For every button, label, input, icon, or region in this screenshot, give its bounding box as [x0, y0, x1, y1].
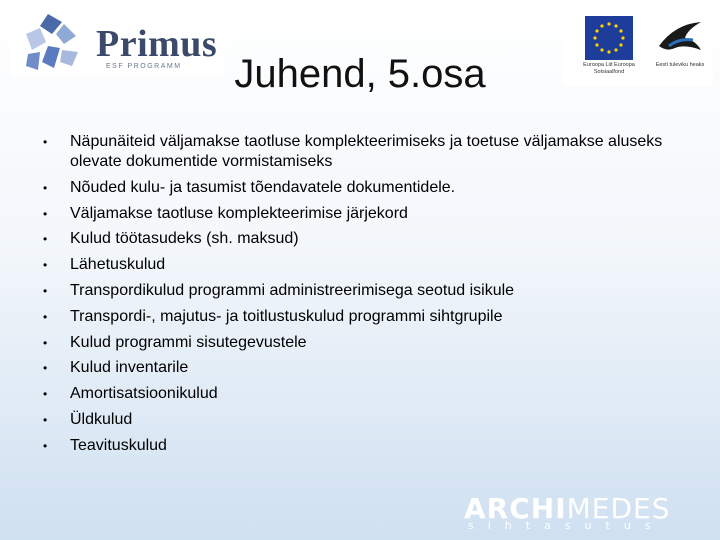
bullet-item	[0, 358, 720, 378]
bullet-dot-icon: •	[43, 283, 48, 298]
bullet-dot-icon: •	[43, 258, 48, 273]
bullet-dot-icon: •	[43, 232, 48, 247]
bullet-item	[0, 229, 720, 249]
bullet-item	[0, 281, 720, 301]
bullet-dot-icon: •	[43, 335, 48, 350]
bullet-item	[0, 255, 720, 275]
bullet-dot-icon: •	[43, 361, 48, 376]
bullet-text: Teavituskulud	[70, 436, 167, 454]
bullet-item	[0, 436, 720, 456]
bullet-text: Transpordikulud programmi administreerimisega seotud isikule	[70, 281, 515, 299]
bullet-text: Transpordi-, majutus- ja toitlustuskulud programmi sihtgrupile	[70, 307, 503, 325]
estonia-caption: Eesti tuleviku heaks	[655, 62, 705, 68]
archimedes-logo	[464, 492, 714, 534]
bullet-text: Näpunäiteid väljamakse taotluse komplekteerimiseks ja toetuse väljamakse aluseks olevate dokumentide vormistamiseks	[70, 133, 663, 170]
bullet-dot-icon: •	[43, 206, 48, 221]
archimedes-light: MEDES	[566, 492, 671, 525]
bullet-text: Amortisatsioonikulud	[70, 385, 218, 403]
slide-title: Juhend, 5.osa	[234, 52, 486, 96]
bullet-text: Üldkulud	[70, 410, 133, 428]
bullet-dot-icon: •	[43, 412, 48, 427]
bullet-text: Kulud töötasudeks (sh. maksud)	[70, 230, 299, 248]
bullet-dot-icon: •	[43, 180, 48, 195]
bullet-dot-icon: •	[43, 387, 48, 402]
primus-subtitle: ESF PROGRAMM	[106, 63, 182, 70]
bullet-item	[0, 410, 720, 430]
primus-wordmark: Primus	[96, 23, 218, 65]
archimedes-subtitle: sihtasutus	[468, 519, 665, 532]
bullet-item	[0, 132, 720, 172]
bullet-text: Kulud programmi sisutegevustele	[70, 333, 307, 351]
bullet-list	[0, 132, 720, 462]
bullet-dot-icon: •	[43, 309, 48, 324]
eu-caption: Euroopa Liit Euroopa Sotsiaalfond	[583, 62, 635, 75]
bullet-item	[0, 204, 720, 224]
bullet-text: Lähetuskulud	[70, 256, 166, 274]
bullet-text: Kulud inventarile	[70, 359, 189, 377]
archimedes-bold: ARCHI	[464, 492, 567, 525]
bullet-dot-icon: •	[43, 135, 48, 149]
bullet-item	[0, 333, 720, 353]
bullet-item	[0, 384, 720, 404]
bullet-text: Väljamakse taotluse komplekteerimise järjekord	[70, 204, 408, 222]
bullet-item	[0, 307, 720, 327]
bullet-text: Nõuded kulu- ja tasumist tõendavatele dokumentidele.	[70, 178, 456, 196]
bullet-dot-icon: •	[43, 438, 48, 453]
bullet-item	[0, 178, 720, 198]
